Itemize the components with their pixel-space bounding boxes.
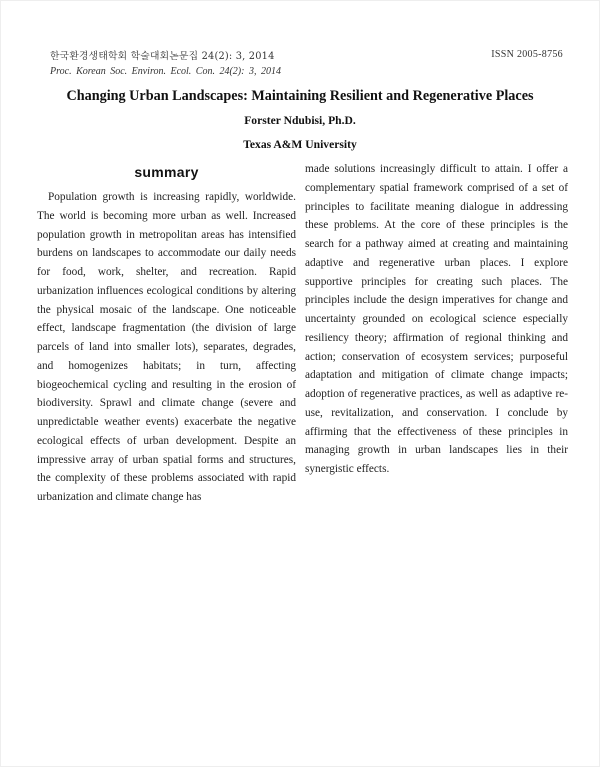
issn-label: ISSN 2005-8756 [491,49,563,60]
article-title: Changing Urban Landscapes: Maintaining Resilient and Regenerative Places [66,88,534,104]
journal-name-english: Proc. Korean Soc. Environ. Ecol. Con. 24(2): 3, 2014 [50,66,281,77]
journal-name-korean: 한국환경생태학회 학술대회논문집 24(2): 3, 2014 [50,51,275,62]
summary-paragraph-right: made solutions increasingly difficult to attain. I offer a complementary spatial framework comprised of a set of principles to facilitate meaning dialogue in addressing these problems. At the core of these principles is the search for a pathway aimed at creating and maintaining adaptive and regenerative urban places. I explore supportive principles for creating such places. The principles include the design imperatives for change and uncertainty grounded on ecological science especially resiliency theory; affirmation of regional thinking and action; conservation of ecosystem services; purposeful adaptation and mitigation of climate change impacts; adoption of regenerative practices, as well as adaptive re-use, revitalization, and conservation. I conclude by affirming that the effectiveness of these principles in managing growth in urban landscapes lies in their synergistic effects. [305,163,568,475]
summary-right-column [305,160,568,479]
author-affiliation: Texas A&M University [243,138,357,151]
journal-citation-header [50,49,281,79]
summary-paragraph-left: Population growth is increasing rapidly, worldwide. The world is becoming more urban as well. Increased population growth in metropolitan areas has intensified burdens on landscapes to accommodate our daily needs for food, work, shelter, and recreation. Rapid urbanization influences ecological conditions by altering the physical mosaic of the landscape. One noticeable effect, landscape fragmentation (the division of large parcels of land into smaller lots), separates, degrades, and homogenizes habitats; in turn, affecting biogeochemical cycling and resulting in the erosion of biodiversity. Sprawl and climate change (severe and unpredictable weather events) exacerbate the negative ecological effects of urban development. Despite an impressive array of urban spatial forms and structures, the complexity of these problems associated with rapid urbanization and climate change has [37,191,296,503]
summary-heading: summary [134,164,199,180]
article-author: Forster Ndubisi, Ph.D. [244,114,356,127]
summary-left-column [37,188,296,507]
